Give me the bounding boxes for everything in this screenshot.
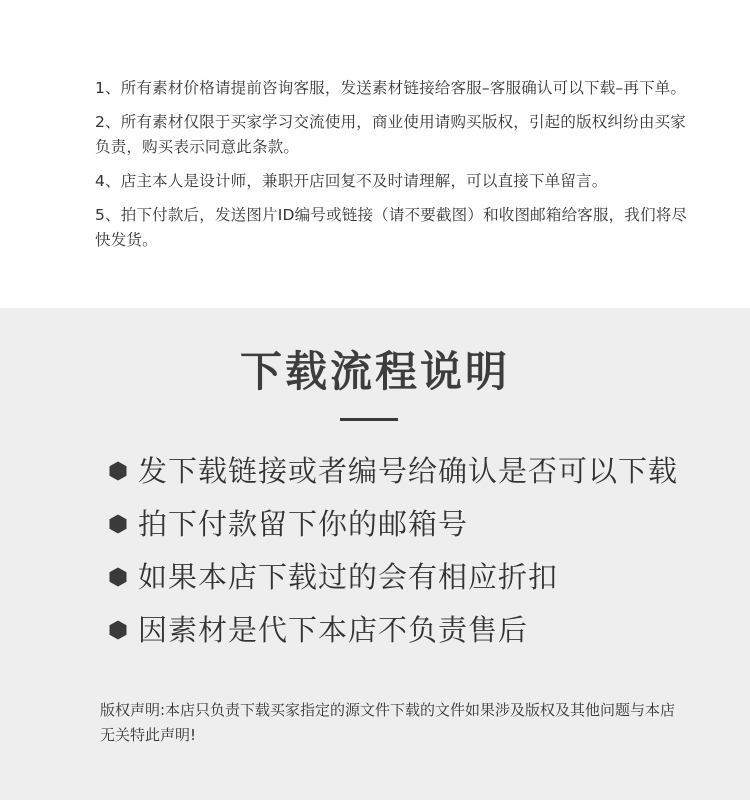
notice-item: 4、店主本人是设计师，兼职开店回复不及时请理解，可以直接下单留言。 <box>95 172 608 190</box>
notice-item: 5、拍下付款后，发送图片ID编号或链接（请不要截图）和收图邮箱给客服，我们将尽快发货。 <box>95 206 688 249</box>
download-flow-section <box>0 308 750 800</box>
flow-step <box>108 603 728 656</box>
title-underline <box>340 418 398 421</box>
flow-title: 下载流程说明 <box>239 347 510 396</box>
hexagon-bullet-icon <box>108 567 128 587</box>
notice-item: 2、所有素材仅限于买家学习交流使用，商业使用请购买版权，引起的版权纠纷由买家负责，购买表示同意此条款。 <box>95 113 686 156</box>
notice-section <box>0 0 750 308</box>
notice-item: 1、所有素材价格请提前咨询客服，发送素材链接给客服–客服确认可以下载–再下单。 <box>95 79 687 97</box>
copyright-notice: 版权声明:本店只负责下载买家指定的源文件下载的文件如果涉及版权及其他问题与本店无关特此声明! <box>100 701 676 744</box>
flow-step-text: 发下载链接或者编号给确认是否可以下载 <box>138 453 679 488</box>
hexagon-bullet-icon <box>108 514 128 534</box>
hexagon-bullet-icon <box>108 461 128 481</box>
flow-step-text: 因素材是代下本店不负责售后 <box>138 612 529 647</box>
flow-step-text: 如果本店下载过的会有相应折扣 <box>138 559 559 594</box>
flow-step <box>108 497 728 550</box>
flow-step-text: 拍下付款留下你的邮箱号 <box>138 506 469 541</box>
flow-step <box>108 550 728 603</box>
notice-list <box>95 76 695 262</box>
flow-step <box>108 444 728 497</box>
hexagon-bullet-icon <box>108 620 128 640</box>
flow-steps <box>108 444 728 656</box>
